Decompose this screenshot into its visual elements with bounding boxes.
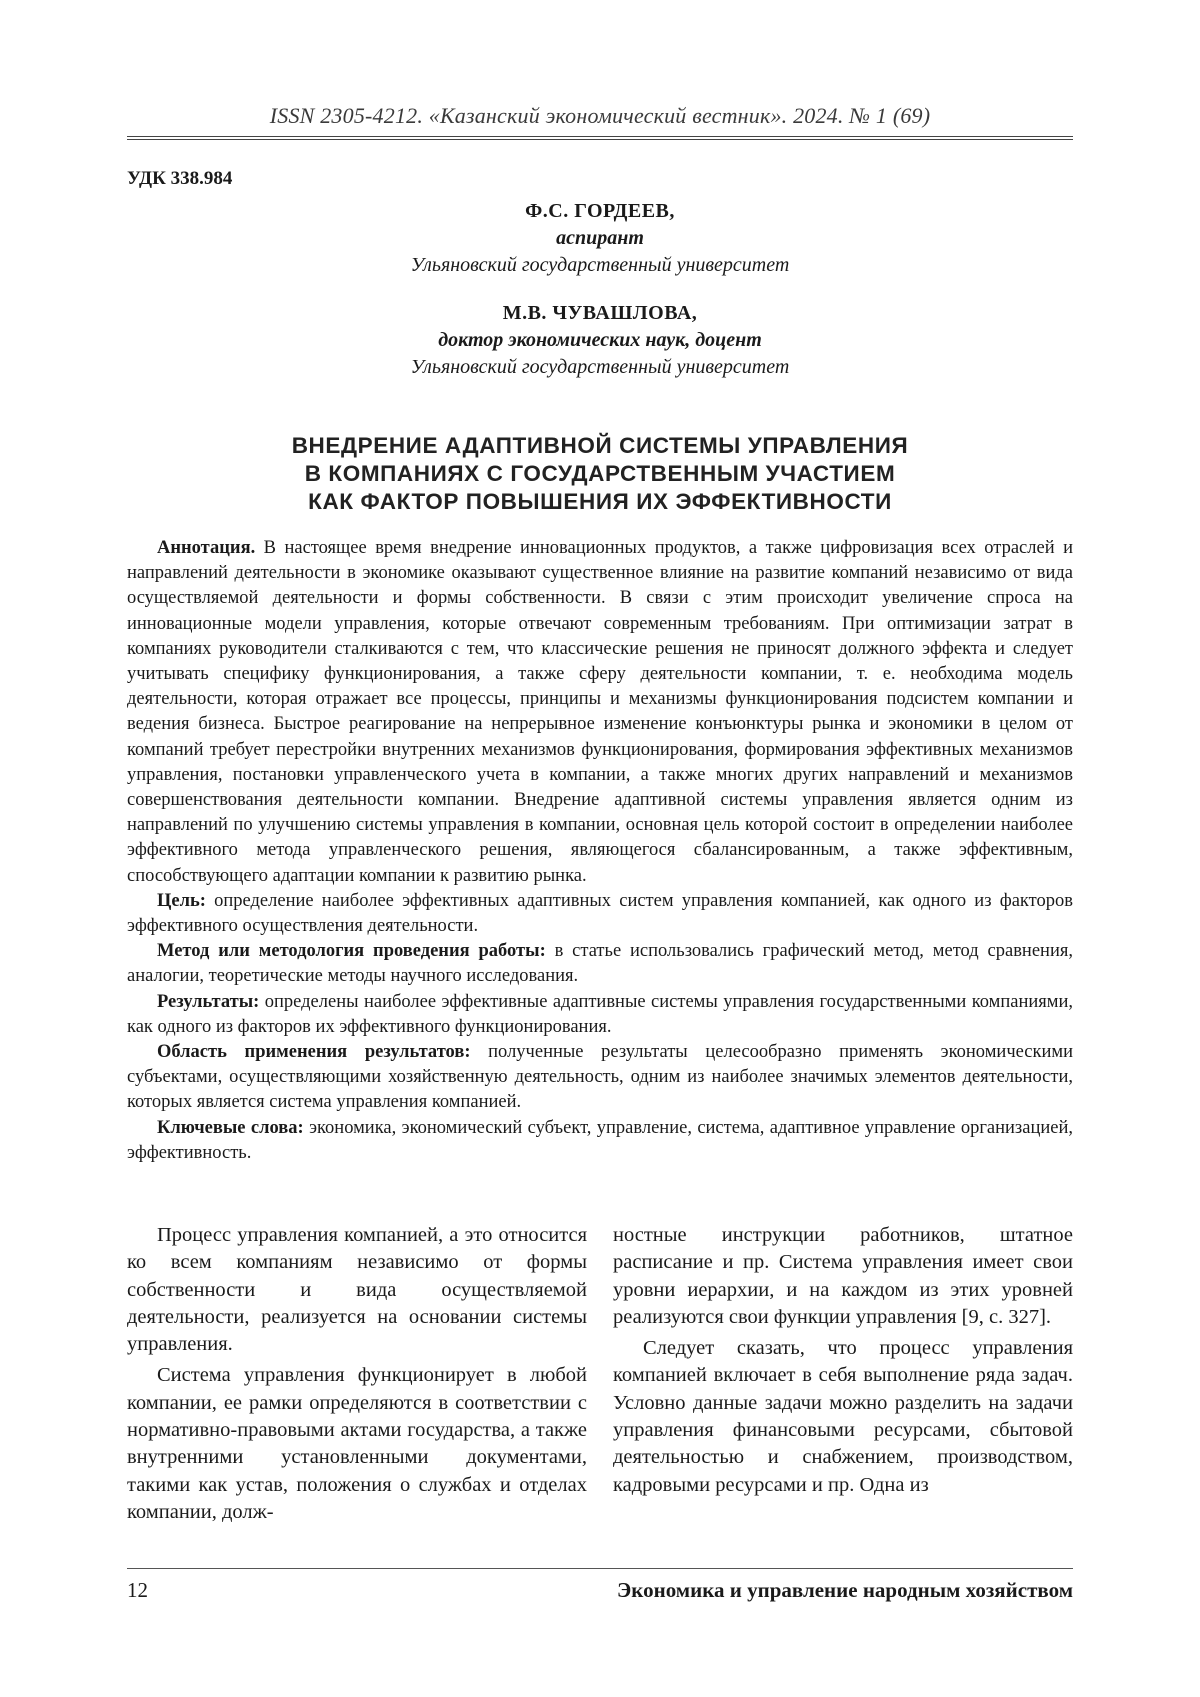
abstract-text: в статье использовались графический метод, метод сравнения, аналогии, теоретические методы научного исследования.: [127, 941, 1073, 987]
author-name: Ф.С. ГОРДЕЕВ,: [525, 200, 675, 222]
abstract-label: Метод или методология проведения работы:: [157, 941, 546, 962]
left-column: [127, 1222, 587, 1530]
footer-rule: [127, 1568, 1073, 1569]
abstract-paragraph: [127, 1040, 1073, 1116]
author-position: аспирант: [556, 227, 644, 249]
article-title: [127, 432, 1073, 516]
abstract-text: В настоящее время внедрение инновационных продуктов, а также цифровизация всех отраслей и направлений деятельности в экономике оказывают существенное влияние на развитие компаний независимо от вида осуществляемой деятельности и формы собственности. В связи с этим происходит увеличение спроса на инновационные модели управления, которые отвечают современным требованиям. При оптимизации затрат в компаниях руководители сталкиваются с тем, что классические решения не приносят должного эффекта и следует учитывать специфику функционирования, а также сферу деятельности компании, т. е. необходима модель деятельности, которая отражает все процессы, принципы и механизмы функционирования подсистем компании и ведения бизнеса. Быстрое реагирование на непрерывное изменение конъюнктуры рынка и экономики в целом от компаний требует перестройки внутренних механизмов функционирования, формирования эффективных механизмов управления, постановки управленческого учета в компании, а также многих других направлений и механизмов совершенствования деятельности компании. Внедрение адаптивной системы управления является одним из направлений по улучшению системы управления в компании, основная цель которой состоит в определении наиболее эффективного метода управленческого решения, являющегося сбалансированным, а также эффективным, способствующего адаптации компании к развитию рынка.: [127, 538, 1073, 886]
abstract-label: Область применения результатов:: [157, 1042, 471, 1063]
page-number: 12: [127, 1578, 148, 1602]
header-rule: [127, 136, 1073, 140]
abstract-label: Ключевые слова:: [157, 1117, 304, 1138]
right-column: [613, 1222, 1073, 1530]
abstract-label: Цель:: [157, 890, 206, 911]
body-paragraph: Процесс управления компанией, а это относится ко всем компаниям независимо от формы собственности и вида осуществляемой деятельности, реализуется на основании системы управления.: [127, 1224, 587, 1356]
author-1: [127, 198, 1073, 279]
abstract-paragraph: [127, 1116, 1073, 1166]
body-paragraph: Следует сказать, что процесс управления компанией включает в себя выполнение ряда задач. Условно данные задачи можно разделить на задачи управления финансовыми ресурсами, сбытовой деятельностью и снабжением, производством, кадровыми ресурсами и пр. Одна из: [613, 1337, 1073, 1496]
author-name: М.В. ЧУВАШЛОВА,: [502, 302, 698, 324]
body-paragraph: Система управления функционирует в любой компании, ее рамки определяются в соответствии с нормативно-правовыми актами государства, а также внутренними установленными документами, такими как устав, положения о службах и отделах компании, долж-: [127, 1364, 587, 1523]
abstract-label: Аннотация.: [157, 538, 256, 558]
abstract: [127, 536, 1073, 1166]
abstract-label: Результаты:: [157, 991, 260, 1012]
title-line: КАК ФАКТОР ПОВЫШЕНИЯ ИХ ЭФФЕКТИВНОСТИ: [308, 489, 892, 514]
abstract-paragraph: [127, 536, 1073, 889]
running-header: ISSN 2305-4212. «Казанский экономический вестник». 2024. № 1 (69): [269, 103, 931, 128]
body-paragraph: ностные инструкции работников, штатное расписание и пр. Система управления имеет свои уровни иерархии, и на каждом из этих уровней реализуются свои функции управления [9, с. 327].: [613, 1224, 1073, 1328]
abstract-paragraph: [127, 939, 1073, 989]
author-position: доктор экономических наук, доцент: [438, 329, 762, 351]
abstract-text: полученные результаты целесообразно применять экономическими субъектами, осуществляющими хозяйственную деятельность, одним из наиболее значимых элементов деятельности, которых является система управления компанией.: [127, 1042, 1074, 1113]
abstract-text: определены наиболее эффективные адаптивные системы управления государственными компаниями, как одного из факторов их эффективного функционирования.: [127, 991, 1073, 1037]
body-text: [127, 1222, 1073, 1530]
udk-code: УДК 338.984: [127, 168, 233, 189]
title-line: В КОМПАНИЯХ С ГОСУДАРСТВЕННЫМ УЧАСТИЕМ: [304, 461, 896, 486]
author-affiliation: Ульяновский государственный университет: [410, 254, 790, 276]
author-2: [127, 300, 1073, 381]
title-line: ВНЕДРЕНИЕ АДАПТИВНОЙ СИСТЕМЫ УПРАВЛЕНИЯ: [291, 433, 909, 458]
abstract-paragraph: [127, 990, 1073, 1040]
abstract-paragraph: [127, 889, 1073, 939]
author-affiliation: Ульяновский государственный университет: [410, 356, 790, 378]
journal-section: Экономика и управление народным хозяйством: [617, 1578, 1073, 1602]
abstract-text: определение наиболее эффективных адаптивных систем управления компанией, как одного из факторов эффективного осуществления деятельности.: [127, 890, 1073, 937]
abstract-text: экономика, экономический субъект, управление, система, адаптивное управление организацией, эффективность.: [127, 1117, 1073, 1163]
